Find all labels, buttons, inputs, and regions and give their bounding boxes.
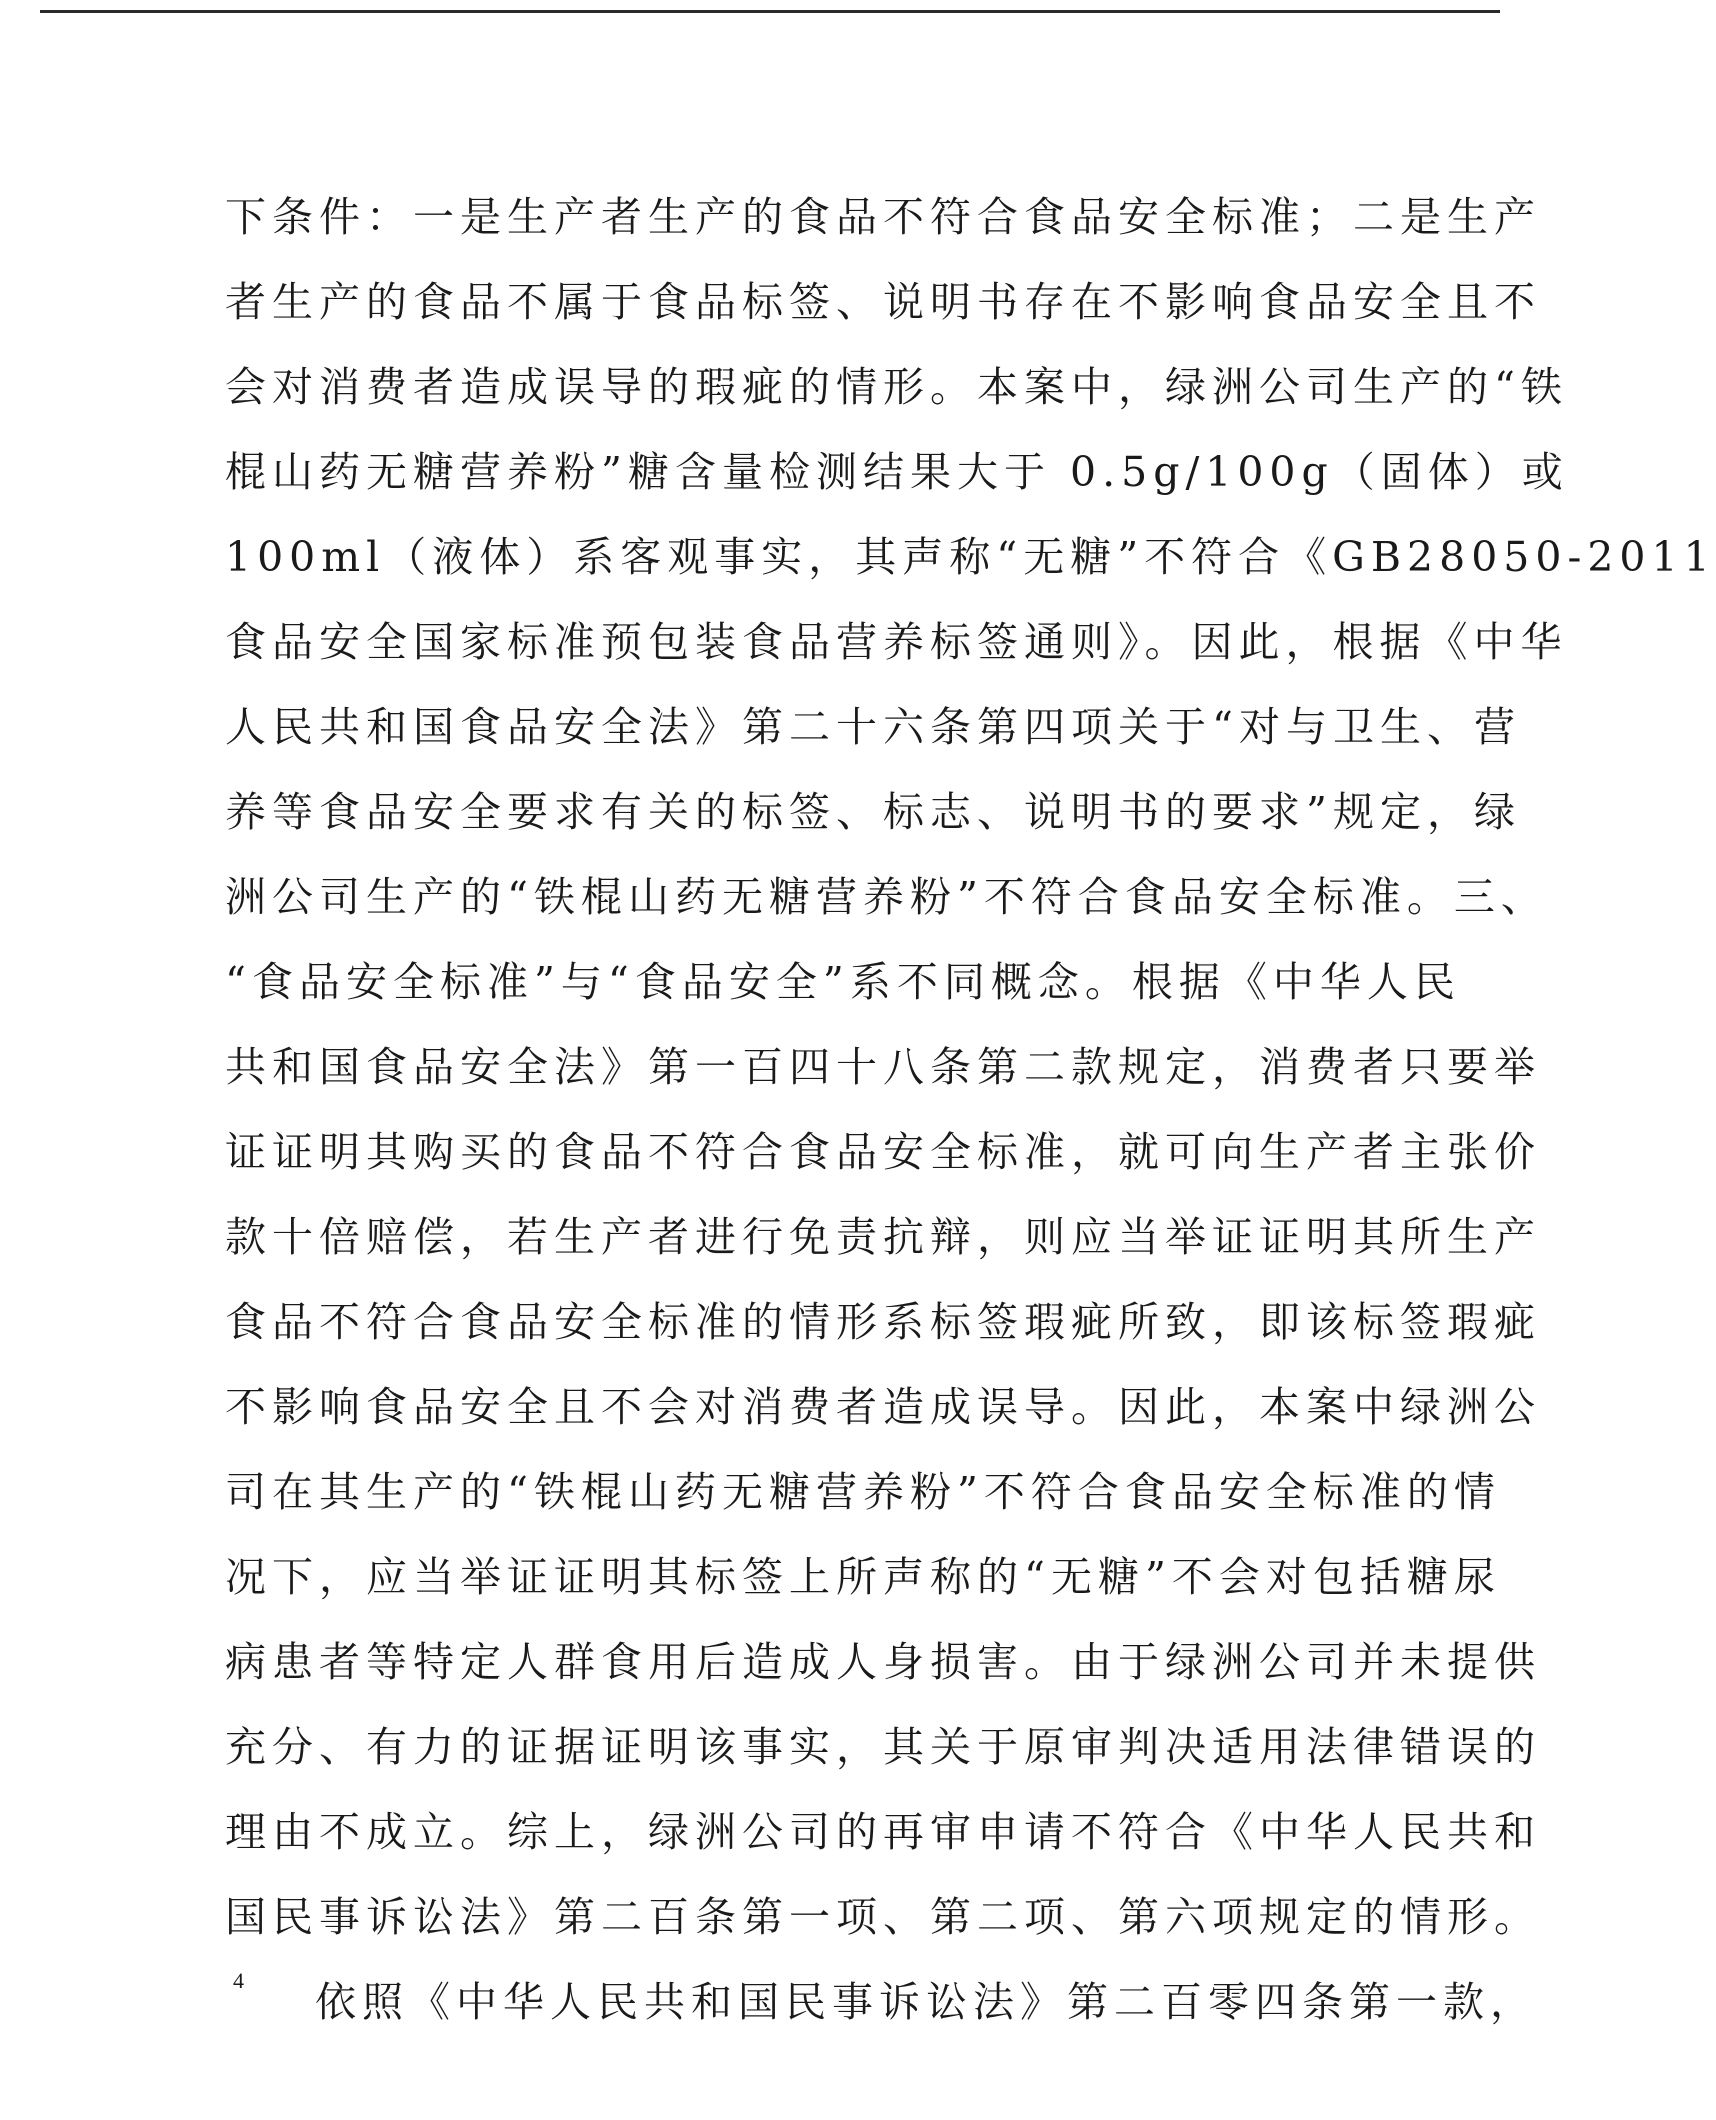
text-line: 食品安全国家标准预包装食品营养标签通则》。因此，根据《中华	[225, 618, 1568, 666]
page-number: 4	[233, 1968, 244, 1993]
text-line: 国民事诉讼法》第二百条第一项、第二项、第六项规定的情形。	[225, 1893, 1541, 1941]
text-line: 病患者等特定人群食用后造成人身损害。由于绿洲公司并未提供	[225, 1638, 1541, 1686]
text-line: 洲公司生产的“铁棍山药无糖营养粉”不符合食品安全标准。三、	[225, 873, 1548, 921]
text-line: 况下，应当举证证明其标签上所声称的“无糖”不会对包括糖尿	[225, 1553, 1501, 1601]
text-line: 充分、有力的证据证明该事实，其关于原审判决适用法律错误的	[225, 1723, 1541, 1771]
scan-edge-line	[40, 10, 1500, 13]
text-line: 食品不符合食品安全标准的情形系标签瑕疵所致，即该标签瑕疵	[225, 1298, 1541, 1346]
text-line: 100ml（液体）系客观事实，其声称“无糖”不符合《GB28050-2011	[225, 533, 1716, 581]
text-line: 理由不成立。综上，绿洲公司的再审申请不符合《中华人民共和	[225, 1808, 1541, 1856]
text-line: 人民共和国食品安全法》第二十六条第四项关于“对与卫生、营	[225, 703, 1521, 751]
text-line: “食品安全标准”与“食品安全”系不同概念。根据《中华人民	[225, 958, 1461, 1006]
text-line: 不影响食品安全且不会对消费者造成误导。因此，本案中绿洲公	[225, 1383, 1541, 1431]
text-line: 司在其生产的“铁棍山药无糖营养粉”不符合食品安全标准的情	[225, 1468, 1501, 1516]
paragraph-start-line: 依照《中华人民共和国民事诉讼法》第二百零四条第一款，	[315, 1978, 1537, 2026]
text-line: 共和国食品安全法》第一百四十八条第二款规定，消费者只要举	[225, 1043, 1541, 1091]
text-line: 会对消费者造成误导的瑕疵的情形。本案中，绿洲公司生产的“铁	[225, 363, 1568, 411]
text-line: 棍山药无糖营养粉”糖含量检测结果大于 0.5g/100g（固体）或	[225, 448, 1569, 496]
text-line: 证证明其购买的食品不符合食品安全标准，就可向生产者主张价	[225, 1128, 1541, 1176]
text-line: 养等食品安全要求有关的标签、标志、说明书的要求”规定，绿	[225, 788, 1521, 836]
body-text	[225, 175, 1716, 2045]
text-line: 款十倍赔偿，若生产者进行免责抗辩，则应当举证证明其所生产	[225, 1213, 1541, 1261]
text-line: 下条件：一是生产者生产的食品不符合食品安全标准；二是生产	[225, 193, 1541, 241]
text-line: 者生产的食品不属于食品标签、说明书存在不影响食品安全且不	[225, 278, 1541, 326]
